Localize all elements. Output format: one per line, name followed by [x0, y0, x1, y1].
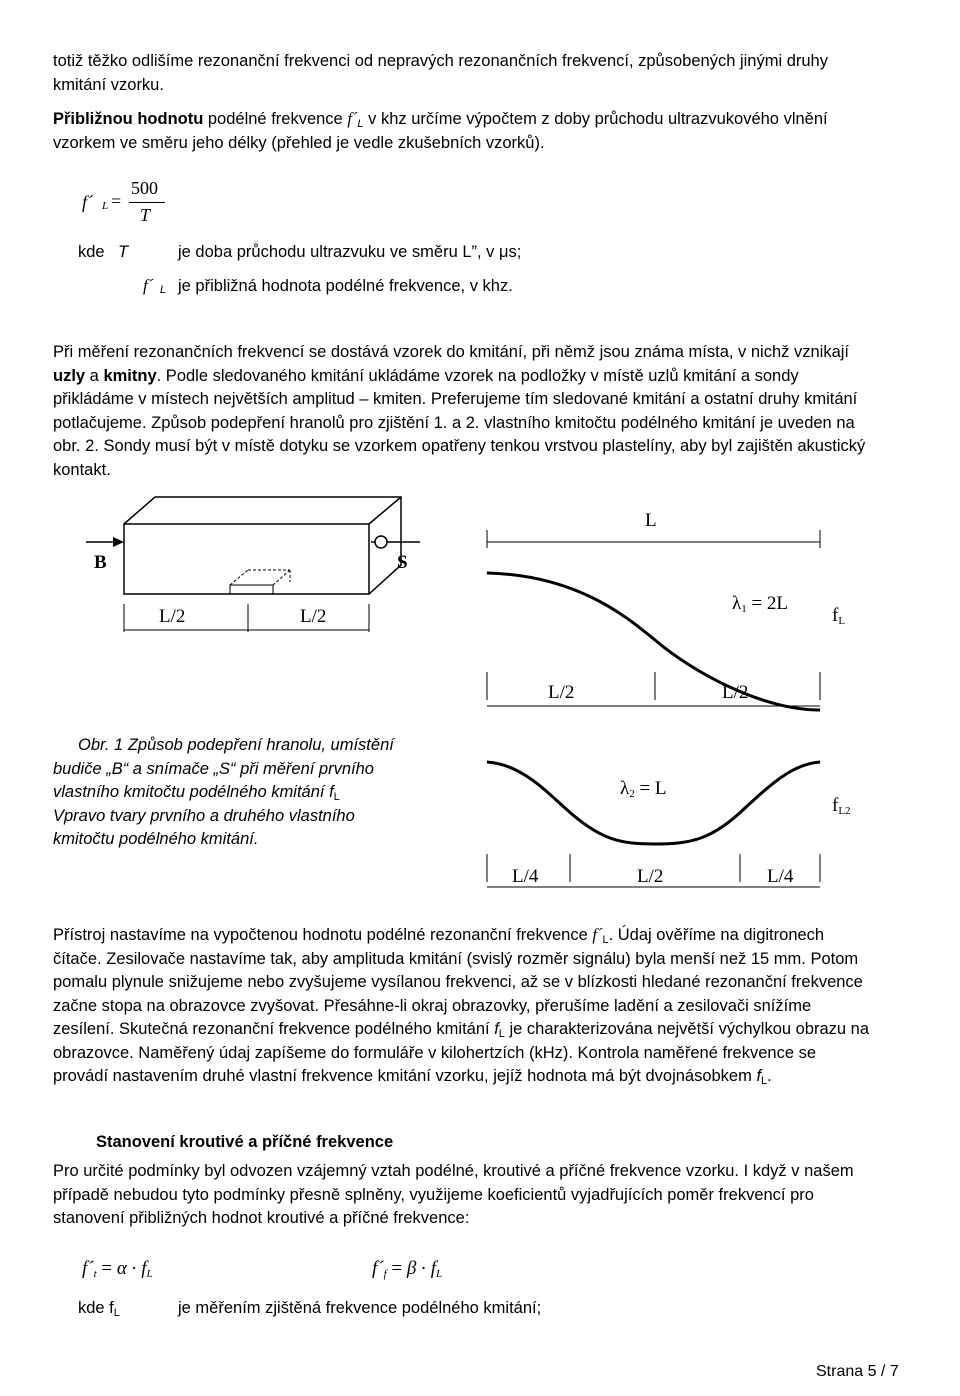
label-mode2-q2: L/4	[767, 866, 794, 887]
formula-approx-frequency: f´ L = 500 T	[82, 178, 202, 228]
pickup-sensor	[371, 536, 420, 548]
paragraph-measurement: Při měření rezonančních frekvencí se dostává vzorek do kmitání, při němž jsou známa místa, v nichž vznikají uzly a kmitny. Podle sledovaného kmitání ukládáme vzorek na podložky v místě uzlů kmitání a sondy přikládáme v místech největších amplitud – kmiten. Preferujeme tím sledované kmitání a ostatní druhy kmitání potlačujeme. Způsob podepření hranolů pro zjištění 1. a 2. vlastního kmitočtu podélného kmitání je uveden na obr. 2. Sondy musí být v místě dotyku se vzorkem opatřeny tenkou vrstvou plastelíny, aby byl zajištěn akustický kontakt.	[53, 343, 866, 479]
exciter-arrow	[86, 537, 124, 547]
figure-caption: Obr. 1 Způsob podepření hranolu, umístění budiče „B“ a snímače „S“ při měření prvního vlastního kmitočtu podélného kmitání $f_L$ Vpravo tvary prvního a druhého vlastního kmitočtu podélného kmitání.	[53, 736, 394, 848]
document-page: totiž těžko odlišíme rezonanční frekvenci od nepravých rezonančních frekvencí, způsobených jinými druhy kmitání vzorku. Přibližnou hodnotu podélné frekvence $f´_L$ v khz určíme výpočtem z doby průchodu ultrazvukového vlnění vzorkem ve směru jeho délky (přehled je vedle zkušebních vzorků). f´ L = 500 T kde T je doba průchodu ultrazvuku ve směru L”, v μs; f´ L je přibližná hodnota podélné frekvence, v khz. Při měření rezonančních frekvencí se dostává vzorek do kmitání, při němž jsou známa místa, v nichž vznikají uzly a kmitny. Podle sledovaného kmitání ukládáme vzorek na podložky v místě uzlů kmitání a sondy přikládáme v místech největších amplitud – kmiten. Preferujeme tím sledované kmitání a ostatní druhy kmitání potlačujeme. Způsob podepření hranolů pro zjištění 1. a 2. vlastního kmitočtu podélného kmitání je uveden na obr. 2. Sondy musí být v místě dotyku se vzorkem opatřeny tenkou vrstvou plastelíny, aby byl zajištěn akustický kontakt. B S L/2 L/2 L $\lambda_1 = 2L$ $f_L$ L/2 L/2 $\lambda_2 = L$ $f_{L2}$ L/4 L/2 L/4 Obr. 1 Způsob podepření hranolu, umístění budiče „B“ a snímače „S“ při měření prvního vlastního kmitočtu podélného kmitání $f_L$ Vpravo tvary prvního a druhého vlastního kmitočtu podélného kmitání. Přístroj nastavíme na vypočtenou hodnotu podélné rezonanční frekvence $f´_L$. Údaj ověříme na digitronech čítače. Zesilovače nastavíme tak, aby amplituda kmitání (svislý rozměr signálu) byla menší než 15 mm. Potom pomalu plynule snižujeme nebo zvyšujeme vysílanou frekvenci, až se v blízkosti hledané rezonanční frekvence začne stopa na obrazovce zvyšovat. Přesáhne-li okraj obrazovky, přerušíme ladění a zesilovači snížíme zesílení. Skutečná rezonanční frekvence podélného kmitání $f_L$ je charakterizována největší výchylkou obrazu na obrazovce. Naměřený údaj zapíšeme do formuláře v kilohertzích (kHz). Kontrola naměřené frekvence se provádí nastavením druhé vlastní frekvence kmitání vzorku, jejíž hodnota má být dvojnásobkem $f_L$. Stanovení kroutivé a příčné frekvence Pro určité podmínky byl odvozen vzájemný vztah podélné, kroutivé a příčné frekvence vzorku. I když v našem případě nebudou tyto podmínky přesně splněny, využijeme koeficientů vyjadřujících poměr frekvencí pro stanovení přibližných hodnot kroutivé a příčné frekvence: $f´_t = \alpha \cdot f_L$ $f´_f = \beta \cdot f_L$ kde $f_L$ je měřením zjištěná frekvence podélného kmitání; Strana 5 / 7	[0, 0, 960, 1396]
label-exciter: B	[94, 552, 107, 573]
page-number: Strana 5 / 7	[816, 1363, 899, 1380]
mode1-diagram	[487, 530, 820, 710]
bold-term: Přibližnou hodnotu	[53, 110, 204, 128]
formula-transverse: $f´_f = \beta \cdot f_L$	[372, 1258, 443, 1280]
label-lambda1: $\lambda_1 = 2L$	[732, 593, 789, 615]
prism-sample	[124, 497, 401, 594]
label-left-half1: L/2	[159, 606, 186, 627]
label-mode2-half: L/2	[637, 866, 664, 887]
section-heading: Stanovení kroutivé a příčné frekvence	[96, 1133, 394, 1151]
paragraph-intro: totiž těžko odlišíme rezonanční frekvenci od nepravých rezonančních frekvencí, způsobených jinými druhy kmitání vzorku.	[53, 52, 828, 94]
label-mode1-half2: L/2	[722, 682, 749, 703]
label-fL: $f_L$	[832, 605, 846, 627]
label-mode1-half1: L/2	[548, 682, 575, 703]
label-fL2: $f_{L2}$	[832, 795, 851, 817]
label-left-half2: L/2	[300, 606, 327, 627]
label-length: L	[645, 510, 657, 531]
label-sensor: S	[397, 552, 408, 573]
paragraph-instrument: Přístroj nastavíme na vypočtenou hodnotu podélné rezonanční frekvence $f´_L$. Údaj ověříme na digitronech čítače. Zesilovače nastavíme tak, aby amplituda kmitání (svislý rozměr signálu) byla menší než 15 mm. Potom pomalu plynule snižujeme nebo zvyšujeme vysílanou frekvenci, až se v blízkosti hledané rezonanční frekvence začne stopa na obrazovce zvyšovat. Přesáhne-li okraj obrazovky, přerušíme ladění a zesilovači snížíme zesílení. Skutečná rezonanční frekvence podélného kmitání $f_L$ je charakterizována největší výchylkou obrazu na obrazovce. Naměřený údaj zapíšeme do formuláře v kilohertzích (kHz). Kontrola naměřené frekvence se provádí nastavením druhé vlastní frekvence kmitání vzorku, jejíž hodnota má být dvojnásobkem $f_L$.	[53, 925, 870, 1087]
paragraph-approx-value: Přibližnou hodnotu podélné frekvence $f´_L$ v khz určíme výpočtem z doby průchodu ultrazvukového vlnění vzorkem ve směru jeho délky (přehled je vedle zkušebních vzorků).	[53, 109, 828, 152]
formula-torsional: $f´_t = \alpha \cdot f_L$	[82, 1258, 153, 1280]
label-lambda2: $\lambda_2 = L$	[620, 778, 667, 800]
label-mode2-q1: L/4	[512, 866, 539, 887]
paragraph-ratios: Pro určité podmínky byl odvozen vzájemný vztah podélné, kroutivé a příčné frekvence vzorku. I když v našem případě nebudou tyto podmínky přesně splněny, využijeme koeficientů vyjadřujících poměr frekvencí pro stanovení přibližných hodnot kroutivé a příčné frekvence:	[53, 1162, 854, 1227]
